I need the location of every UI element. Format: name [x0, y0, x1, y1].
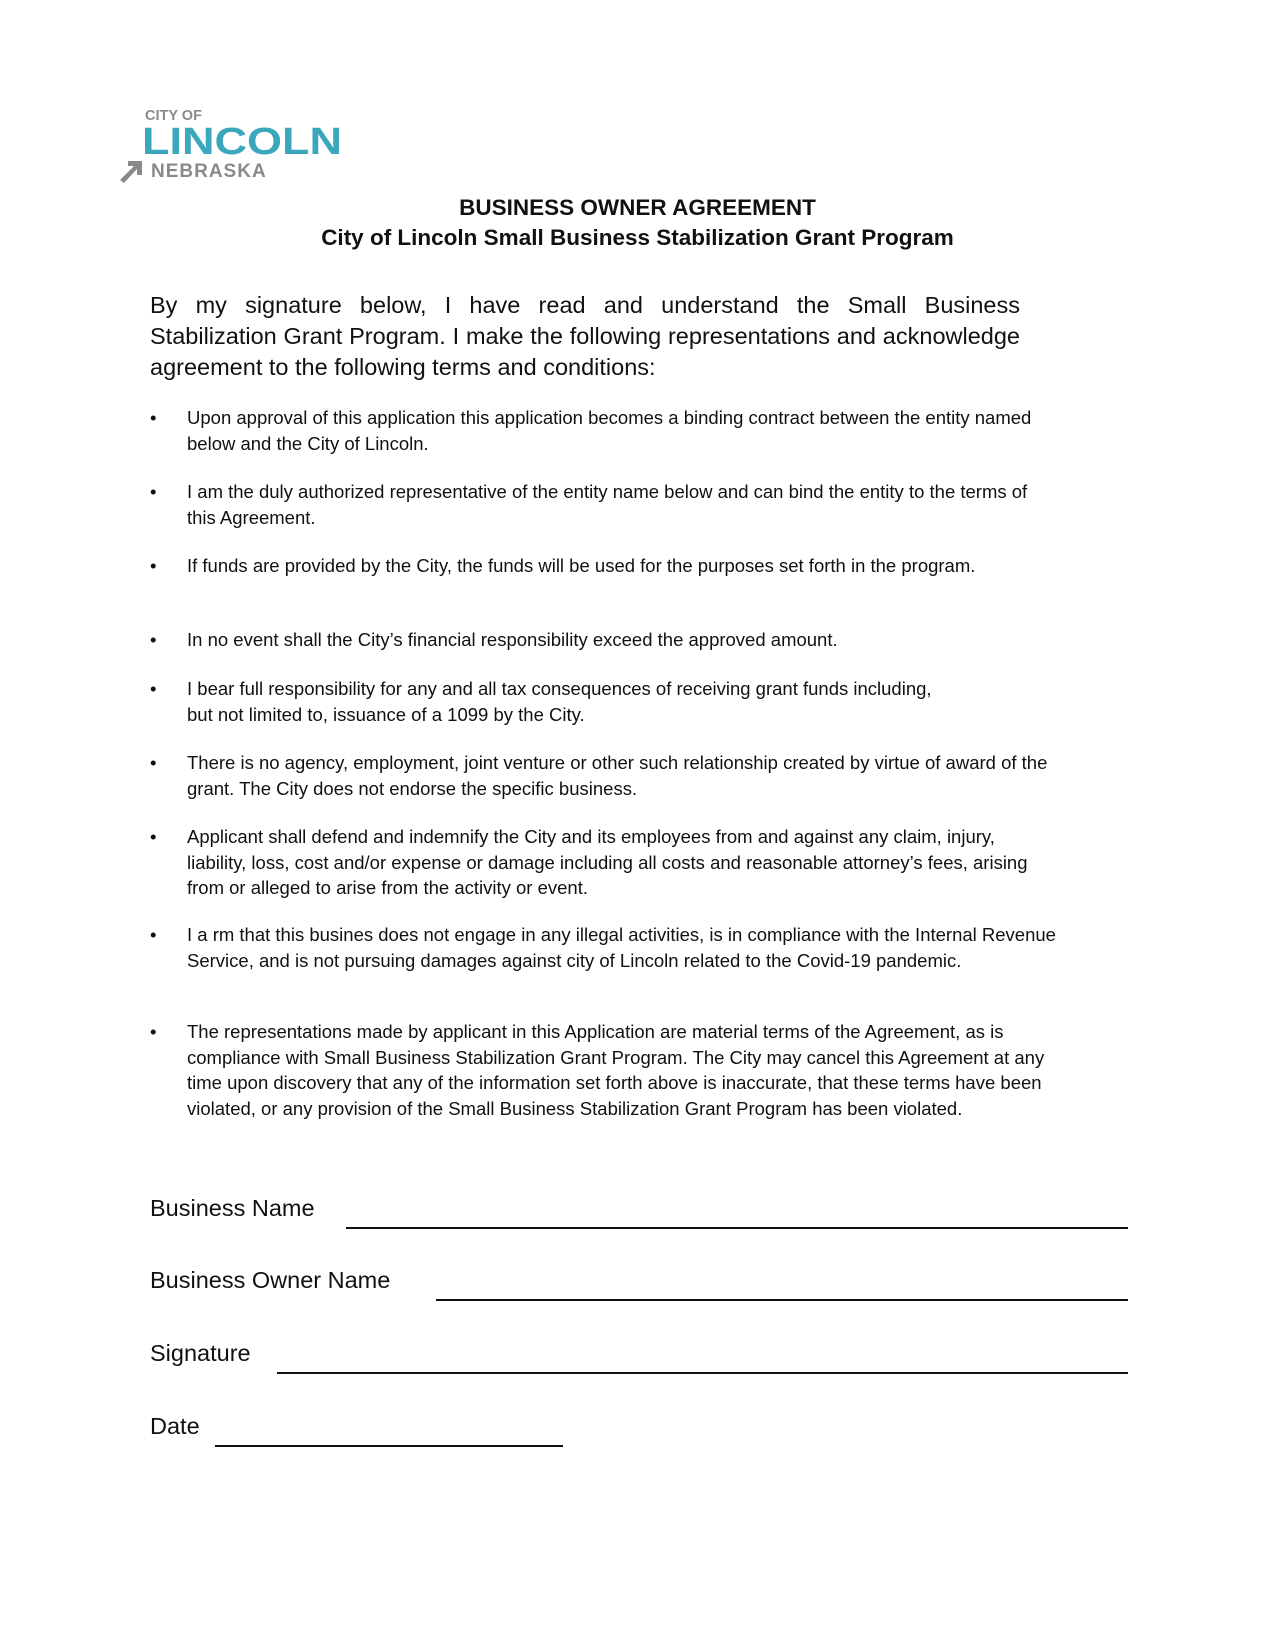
bullet-icon: •	[150, 752, 157, 773]
document-subtitle: City of Lincoln Small Business Stabilization Grant Program	[321, 225, 954, 250]
logo-nebraska: NEBRASKA	[151, 161, 267, 182]
bullet-icon: •	[150, 407, 157, 428]
business-name-label: Business Name	[150, 1195, 315, 1221]
term-text: If funds are provided by the City, the funds will be used for the purposes set forth in the program.	[187, 555, 976, 576]
bullet-icon: •	[150, 555, 157, 576]
signature-input-line[interactable]	[277, 1372, 1128, 1374]
owner-name-input-line[interactable]	[436, 1299, 1128, 1301]
signature-field[interactable]	[150, 1338, 1130, 1374]
term-text: The representations made by applicant in this Application are material terms of the Agreement, as is compliance with Small Business Stabilization Grant Program. The City may cancel this Agreement at any time upon discovery that any of the information set forth above is inaccurate, that these terms have been violated, or any provision of the Small Business Stabilization Grant Program has been violated.	[187, 1021, 1045, 1119]
owner-name-field[interactable]	[150, 1265, 1130, 1301]
arrow-icon	[120, 161, 142, 183]
intro-paragraph: By my signature below, I have read and understand the Small Business Stabilization Grant Program. I make the following representations and acknowledge agreement to the following terms and conditions:	[150, 292, 1020, 380]
term-text: There is no agency, employment, joint venture or other such relationship created by virtue of award of the grant. The City does not endorse the specific business.	[187, 752, 1048, 799]
term-item	[150, 553, 1110, 579]
bullet-icon: •	[150, 826, 157, 847]
term-item	[150, 922, 1110, 973]
term-item	[150, 1019, 1110, 1121]
date-label: Date	[150, 1413, 200, 1439]
term-text: I bear full responsibility for any and all tax consequences of receiving grant funds including, but not limited to, issuance of a 1099 by the City.	[187, 678, 932, 725]
bullet-icon: •	[150, 629, 157, 650]
city-of-lincoln-logo	[118, 104, 348, 189]
term-text: Upon approval of this application this application becomes a binding contract between the entity named below and the City of Lincoln.	[187, 407, 1032, 454]
term-item	[150, 676, 1110, 727]
document-header	[0, 193, 1275, 253]
date-input-line[interactable]	[215, 1445, 563, 1447]
logo-graphic	[118, 104, 348, 189]
signature-label: Signature	[150, 1340, 251, 1366]
document-title: BUSINESS OWNER AGREEMENT	[459, 195, 816, 220]
term-item	[150, 750, 1110, 801]
business-name-field[interactable]	[150, 1193, 1130, 1229]
bullet-icon: •	[150, 1021, 157, 1042]
bullet-icon: •	[150, 481, 157, 502]
logo-city-of: CITY OF	[145, 108, 202, 124]
term-item	[150, 479, 1110, 530]
term-text: I a rm that this busines does not engage in any illegal activities, is in compliance with the Internal Revenue Service, and is not pursuing damages against city of Lincoln related to the Covid-19 pandemic.	[187, 924, 1056, 971]
term-text: In no event shall the City’s financial responsibility exceed the approved amount.	[187, 629, 838, 650]
term-text: I am the duly authorized representative of the entity name below and can bind the entity to the terms of this Agreement.	[187, 481, 1028, 528]
logo-lincoln: LINCOLN	[142, 121, 342, 163]
date-field[interactable]	[150, 1411, 570, 1447]
bullet-icon: •	[150, 924, 157, 945]
term-item	[150, 824, 1110, 901]
owner-name-label: Business Owner Name	[150, 1267, 391, 1293]
term-item	[150, 627, 1110, 653]
bullet-icon: •	[150, 678, 157, 699]
term-item	[150, 405, 1110, 456]
business-name-input-line[interactable]	[346, 1227, 1128, 1229]
term-text: Applicant shall defend and indemnify the City and its employees from and against any claim, injury, liability, loss, cost and/or expense or damage including all costs and reasonable attorney’s fees, arising from or alleged to arise from the activity or event.	[187, 826, 1028, 898]
